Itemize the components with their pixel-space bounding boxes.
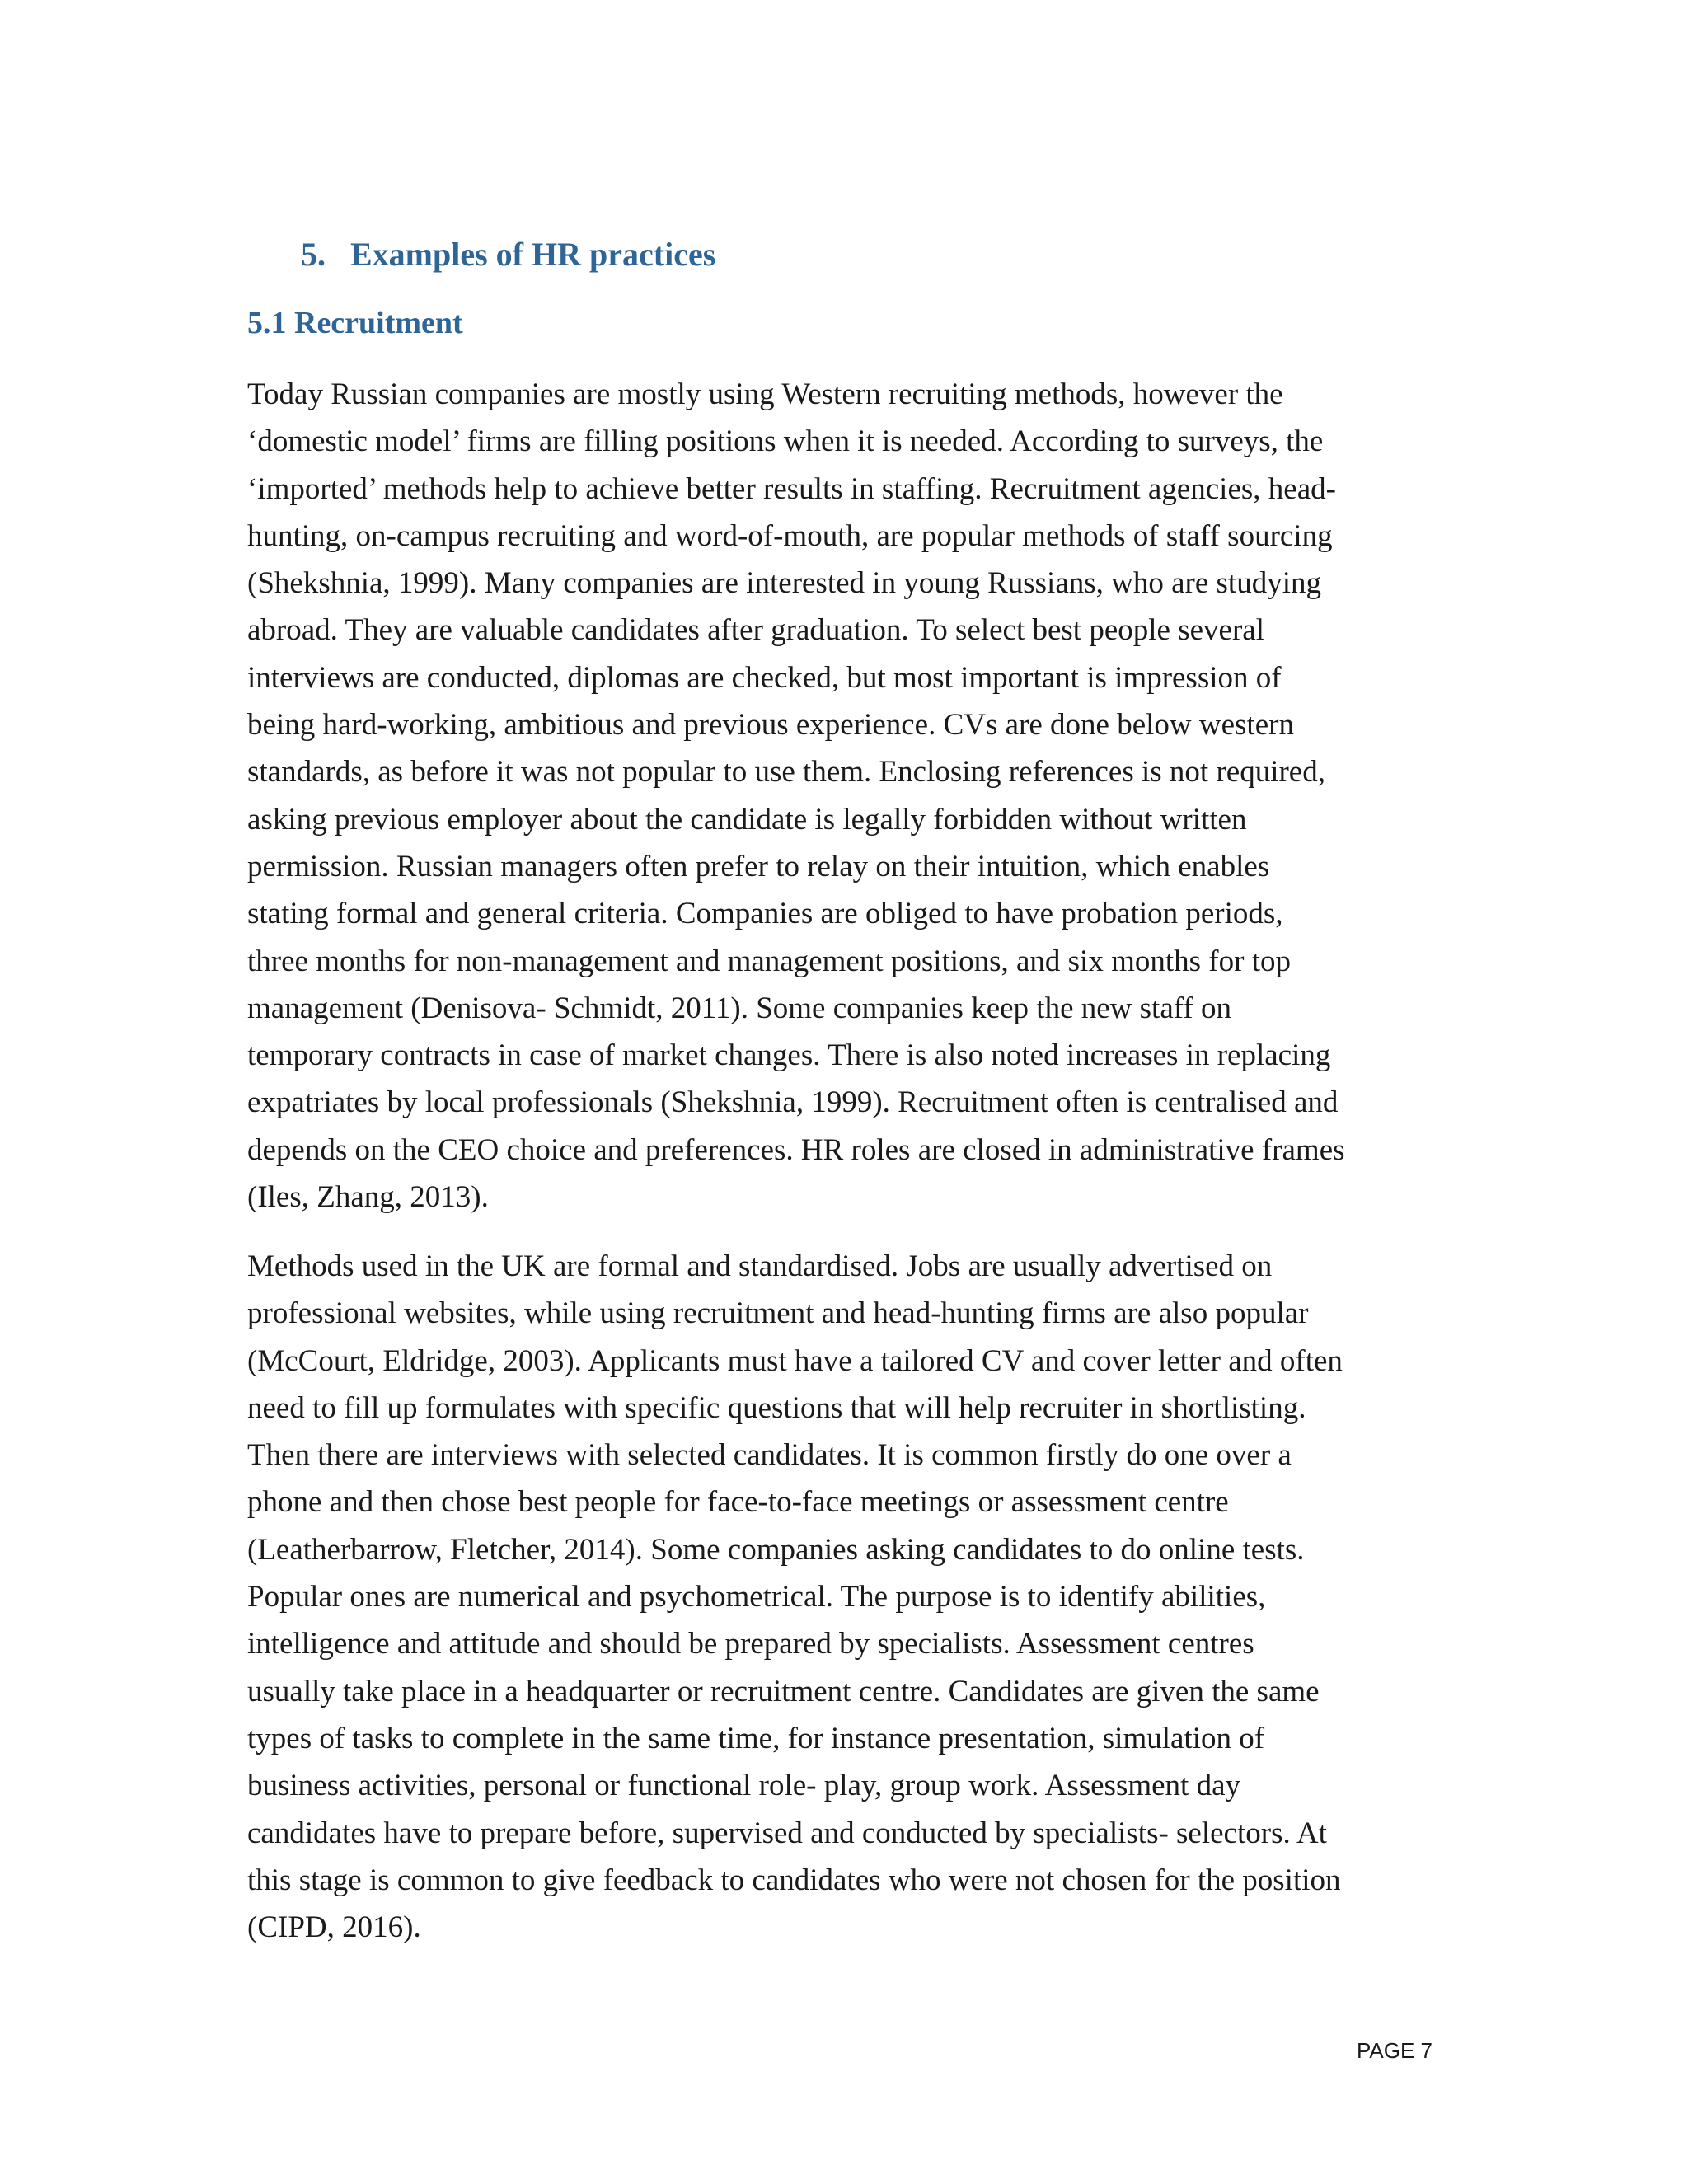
paragraph-line: asking previous employer about the candidate is legally forbidden without written [247, 802, 1247, 837]
paragraph-line: stating formal and general criteria. Companies are obliged to have probation periods, [247, 897, 1283, 931]
paragraph-line: Then there are interviews with selected candidates. It is common firstly do one over a [247, 1438, 1292, 1473]
paragraph-line: (CIPD, 2016). [247, 1910, 421, 1945]
section-title: Examples of HR practices [350, 236, 716, 273]
paragraph-line: hunting, on-campus recruiting and word-of-mouth, are popular methods of staff sourcing [247, 518, 1333, 553]
paragraph-russia [247, 371, 1442, 1221]
paragraph-line: expatriates by local professionals (Shekshnia, 1999). Recruitment often is centralised and [247, 1085, 1339, 1120]
paragraph-line: ‘domestic model’ firms are filling positions when it is needed. According to surveys, the [247, 424, 1324, 459]
paragraph-line: usually take place in a headquarter or recruitment centre. Candidates are given the same [247, 1674, 1320, 1708]
subsection-heading: 5.1 Recruitment [247, 306, 463, 340]
paragraph-line: types of tasks to complete in the same time, for instance presentation, simulation of [247, 1721, 1265, 1755]
paragraph-line: ‘imported’ methods help to achieve better results in staffing. Recruitment agencies, head- [247, 471, 1336, 506]
page-number: PAGE 7 [1356, 2038, 1432, 2063]
paragraph-line: need to fill up formulates with specific questions that will help recruiter in shortlisting. [247, 1390, 1306, 1425]
paragraph-line: three months for non-management and management positions, and six months for top [247, 944, 1291, 978]
paragraph-line: temporary contracts in case of market changes. There is also noted increases in replacing [247, 1038, 1331, 1073]
section-number: 5. [301, 236, 326, 273]
paragraph-line: business activities, personal or functional role- play, group work. Assessment day [247, 1769, 1240, 1803]
paragraph-line: professional websites, while using recruitment and head-hunting firms are also popular [247, 1296, 1309, 1331]
paragraph-line: phone and then chose best people for face-to-face meetings or assessment centre [247, 1485, 1229, 1520]
paragraph-line: Today Russian companies are mostly using Western recruiting methods, however the [247, 377, 1283, 411]
paragraph-uk [247, 1243, 1442, 1951]
paragraph-line: (McCourt, Eldridge, 2003). Applicants must have a tailored CV and cover letter and often [247, 1343, 1343, 1378]
paragraph-line: Popular ones are numerical and psychometrical. The purpose is to identify abilities, [247, 1580, 1266, 1615]
paragraph-line: permission. Russian managers often prefer to relay on their intuition, which enables [247, 849, 1270, 883]
paragraph-line: intelligence and attitude and should be prepared by specialists. Assessment centres [247, 1627, 1254, 1661]
paragraph-line: (Iles, Zhang, 2013). [247, 1180, 489, 1215]
paragraph-line: candidates have to prepare before, supervised and conducted by specialists- selectors. At [247, 1816, 1327, 1850]
section-heading [301, 235, 715, 274]
paragraph-line: Methods used in the UK are formal and standardised. Jobs are usually advertised on [247, 1249, 1273, 1283]
paragraph-line: management (Denisova- Schmidt, 2011). Some companies keep the new staff on [247, 991, 1231, 1025]
paragraph-line: abroad. They are valuable candidates after graduation. To select best people several [247, 613, 1264, 648]
paragraph-line: this stage is common to give feedback to candidates who were not chosen for the position [247, 1863, 1341, 1897]
paragraph-line: depends on the CEO choice and preferences. HR roles are closed in administrative frames [247, 1132, 1345, 1167]
paragraph-line: standards, as before it was not popular to use them. Enclosing references is not required, [247, 755, 1325, 790]
paragraph-line: (Shekshnia, 1999). Many companies are interested in young Russians, who are studying [247, 566, 1321, 601]
paragraph-line: (Leatherbarrow, Fletcher, 2014). Some companies asking candidates to do online tests. [247, 1532, 1305, 1567]
paragraph-line: interviews are conducted, diplomas are checked, but most important is impression of [247, 660, 1282, 695]
paragraph-line: being hard-working, ambitious and previous experience. CVs are done below western [247, 708, 1294, 743]
